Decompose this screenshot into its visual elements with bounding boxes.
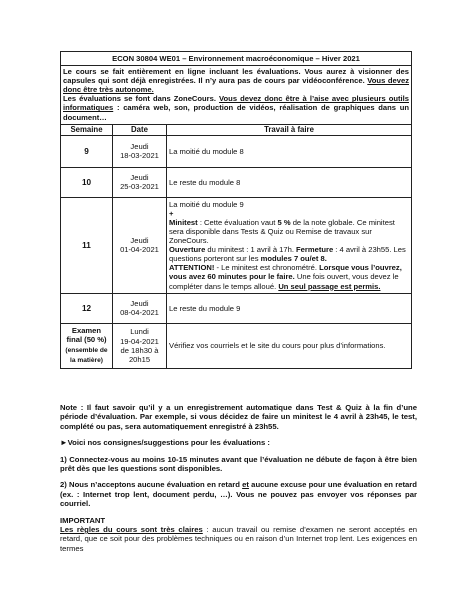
date-cell	[113, 293, 167, 323]
exam-week-cell	[61, 323, 113, 368]
fermeture-label: Fermeture	[296, 245, 334, 255]
intro-text-2-rest: : caméra web, son, production de vidéos, réalisation de graphiques dans un document…	[63, 103, 409, 122]
week-cell: 10	[61, 167, 113, 197]
autosave-note: Note : Il faut savoir qu’il y a un enregistrement automatique dans Test & Quiz à la fin d’une période d’évaluation. Par exemple, si vous décidez de faire un minitest le 4 avril à 23h45, le test, complété ou pas, sera automatiquement enregistré à 23h55.	[60, 403, 417, 431]
exam-work-cell: Vérifiez vos courriels et le site du cours pour plus d’informations.	[167, 323, 412, 368]
suggestion-2-b: aucune excuse pour une évaluation en retard (ex. : Internet trop lent, document perdu, …). Vous ne pouvez pas envoyer vos réponses par courriel.	[60, 480, 417, 509]
date-day: Jeudi	[130, 142, 149, 152]
col-header-date: Date	[113, 124, 167, 135]
ouverture-label: Ouverture	[169, 245, 206, 255]
important-heading: IMPORTANT	[60, 515, 106, 525]
minitest-text-a: : Cette évaluation vaut	[197, 217, 278, 227]
work-cell: La moitié du module 8	[167, 135, 412, 167]
minitest-label: Minitest	[169, 217, 198, 227]
table-row	[61, 293, 412, 323]
work-cell	[167, 197, 412, 293]
exam-l4: la matière)	[70, 356, 103, 364]
modules-text: modules 7 ou/et 8.	[260, 254, 327, 264]
week-cell: 12	[61, 293, 113, 323]
course-intro	[61, 66, 412, 125]
table-row	[61, 197, 412, 293]
table-row	[61, 323, 412, 368]
column-header-row	[61, 124, 412, 135]
exam-date-l2: 19-04-2021	[120, 336, 159, 346]
rules-text: : aucun travail ou remise d’examen ne seront acceptés en retard, que ce soit pour des problèmes techniques ou en raison d’un Internet trop lent. Les exigences en termes	[60, 525, 417, 553]
consignes-heading: ►Voici nos consignes/suggestions pour les évaluations :	[60, 438, 270, 448]
date-value: 18-03-2021	[120, 151, 159, 161]
date-value: 25-03-2021	[120, 182, 159, 192]
notes-section	[60, 403, 417, 553]
exam-date-l3: de 18h30 à	[120, 345, 159, 355]
week-cell: 11	[61, 197, 113, 293]
course-title: ECON 30804 WE01 – Environnement macroéconomique – Hiver 2021	[61, 52, 412, 66]
important-block	[60, 516, 417, 554]
col-header-week: Semaine	[61, 124, 113, 135]
intro-row	[61, 66, 412, 125]
ouverture-text: du minitest : 1 avril à 17h.	[205, 245, 297, 255]
work-cell: Le reste du module 9	[167, 293, 412, 323]
suggestion-2-a: 2) Nous n’acceptons aucune évaluation en retard	[60, 480, 243, 490]
col-header-work: Travail à faire	[167, 124, 412, 135]
intro-underline-2: Vous devez donc être à l’aise avec plusieurs outils informatiques	[63, 94, 409, 113]
intro-text-1: Le cours se fait entièrement en ligne incluant les évaluations. Vous aurez à visionner des capsules qui sont déjà enregistrées. Il n’y aura pas de cours par vidéoconférence.	[63, 67, 409, 86]
table-title-row	[61, 52, 412, 66]
exam-date-l4: 20h15	[128, 354, 151, 364]
date-day: Jeudi	[130, 173, 149, 183]
lorsque-text: Lorsque vous l’ouvrez, vous avez 60 minutes pour le faire.	[169, 263, 402, 282]
suggestion-2	[60, 480, 417, 508]
date-cell	[113, 135, 167, 167]
exam-date-l1: Lundi	[130, 327, 149, 337]
exam-l2: final (50 %)	[66, 335, 107, 345]
once-open-text: Une fois ouvert, vous devez le compléter dans le temps alloué.	[169, 272, 399, 291]
intro-text-2: Les évaluations se font dans ZoneCours.	[63, 94, 220, 104]
attention-label: ATTENTION!	[169, 263, 217, 273]
exam-date-cell	[113, 323, 167, 368]
minitest-text-b: de la note globale. Ce minitest sera disponible dans Tests & Quiz ou Remise de travaux sur ZoneCours.	[169, 217, 395, 246]
schedule-table	[60, 51, 412, 369]
date-value: 01-04-2021	[120, 245, 159, 255]
date-day: Jeudi	[130, 236, 149, 246]
date-value: 08-04-2021	[120, 308, 159, 318]
one-pass-text: Un seul passage est permis.	[278, 281, 381, 291]
exam-l1: Examen	[71, 326, 102, 335]
date-cell	[113, 167, 167, 197]
minitest-percent: 5 %	[277, 217, 291, 227]
work-line-1: La moitié du module 9	[169, 199, 244, 209]
suggestion-2-et: et	[242, 480, 249, 490]
work-cell: Le reste du module 8	[167, 167, 412, 197]
attention-text: - Le minitest est chronométré.	[216, 263, 320, 273]
plus-sign: +	[169, 208, 174, 218]
intro-underline-1: Vous devez donc être très autonome.	[63, 76, 410, 95]
suggestion-1: 1) Connectez-vous au moins 10-15 minutes avant que l’évaluation ne débute de façon à être bien prêt dès que les questions sont disponibles.	[60, 454, 417, 474]
table-row	[61, 167, 412, 197]
rules-label: Les règles du cours sont très claires	[60, 525, 203, 535]
date-day: Jeudi	[130, 299, 149, 308]
date-cell	[113, 197, 167, 293]
exam-l3: (ensemble de	[65, 346, 108, 354]
table-row	[61, 135, 412, 167]
fermeture-text: : 4 avril à 23h55. Les questions porteront sur les	[169, 245, 406, 264]
week-cell: 9	[61, 135, 113, 167]
